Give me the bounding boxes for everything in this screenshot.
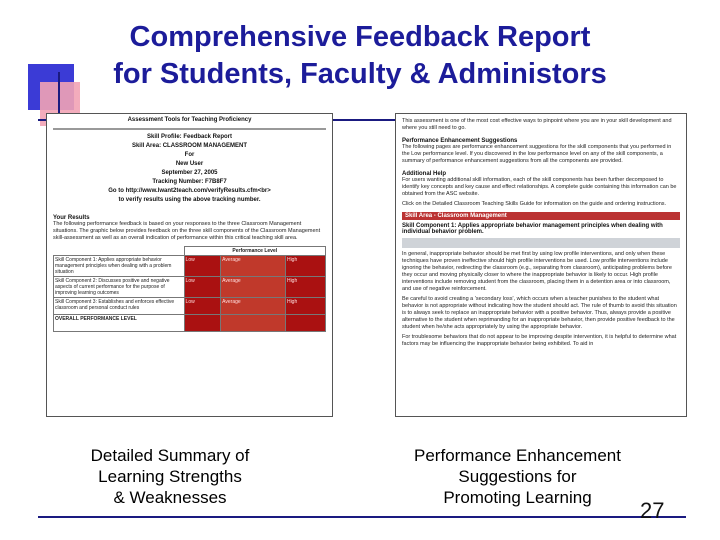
row-label: Skill Component 2: Discusses positive and negative aspects of current performance for the purpose of improving learning outcomes xyxy=(54,277,185,298)
level-average: Average xyxy=(221,256,286,277)
caption-left xyxy=(60,445,280,508)
slide-title-line2: for Students, Faculty & Administors xyxy=(113,58,607,90)
caption-right-line3: Promoting Learning xyxy=(443,488,592,507)
decor-divider-bottom xyxy=(38,516,686,518)
intro-text: This assessment is one of the most cost effective ways to pinpoint where you are in your skill development and where you still need to go. xyxy=(402,118,672,131)
shaded-box xyxy=(402,238,680,248)
paragraph: For troublesome behaviors that do not appear to be improving despite intervention, it is helpful to determine what factors may be influencing the inappropriate behavior being exhibited. To aid in xyxy=(402,334,677,347)
skill-area: Skill Area: CLASSROOM MANAGEMENT xyxy=(131,143,248,149)
section-text: For users wanting additional skill information, each of the skill components has been further decomposed to identify key concepts and key cause and effect relationships. A complete guide containing this information can be obtained from the ASC website. xyxy=(402,177,677,197)
level-low: Low xyxy=(184,298,221,315)
performance-table xyxy=(53,246,326,332)
level-high: High xyxy=(285,256,325,277)
level-high xyxy=(285,315,325,332)
section-text: Click on the Detailed Classroom Teaching Skills Guide for information on the guide and ordering instructions. xyxy=(402,201,667,207)
section-heading: Additional Help xyxy=(402,171,446,177)
row-label: Skill Component 1: Applies appropriate behavior management principles when dealing with a problem situation xyxy=(54,256,185,277)
perf-header: Performance Level xyxy=(184,247,325,256)
divider xyxy=(53,128,326,130)
caption-left-line1: Detailed Summary of xyxy=(90,446,250,465)
results-title: Your Results xyxy=(53,215,90,221)
row-label: Skill Component 3: Establishes and enforces effective classroom and personal conduct rules xyxy=(54,298,185,315)
section-text: The following pages are performance enhancement suggestions for the skill components that you performed in the Low performance level. If you discovered in the low performance level on any of the skill components, a summary of performance enhancement suggestions from all the components are provided. xyxy=(402,144,672,164)
section-heading: Performance Enhancement Suggestions xyxy=(402,138,518,144)
row-label: OVERALL PERFORMANCE LEVEL xyxy=(54,315,185,332)
enhancement-suggestions-thumbnail xyxy=(395,113,687,417)
verify-text: to verify results using the above tracking number. xyxy=(118,197,261,203)
skill-area-bar: Skill Area - Classroom Management xyxy=(402,212,680,220)
slide-number: 27 xyxy=(640,498,665,523)
slide-title-line1: Comprehensive Feedback Report xyxy=(129,21,591,53)
for-label: For xyxy=(184,152,195,158)
level-low: Low xyxy=(184,256,221,277)
paragraph: In general, inappropriate behavior should be met first by using low profile interventions, and only when these techniques have proven ineffective should high profile interventions be used. Low profile interventions include ignoring the behavior, redirecting the classroom (e.g., separating from classroom), anticipating problems before they occur and moving physically closer to where the inappropriate behavior is likely to occur. High profile interventions include removing student from the classroom, placing them in a detention area or into classroom, and use of negative reinforcement. xyxy=(402,251,672,292)
component-heading: Skill Component 1: Applies appropriate behavior management principles when dealing with individual behavior problem. xyxy=(402,223,663,235)
level-average xyxy=(221,315,286,332)
level-high: High xyxy=(285,277,325,298)
profile-title: Skill Profile: Feedback Report xyxy=(146,134,233,140)
table-row xyxy=(54,298,326,315)
goto-text: Go to http://www.lwant2teach.com/verifyResults.cfm<br> xyxy=(108,188,271,194)
user-name: New User xyxy=(175,161,204,167)
paragraph: Be careful to avoid creating a 'secondary loss', which occurs when a teacher punishes to the student what behavior is not appropriate without indicating how the student should act. The rule of thumb to avoid this situation is to always seek to replace an inappropriate behavior with a positive behavior. Thus, always provide a positive alternative to the student when reprimanding for an inappropriate behavior, then provide positive feedback to the student when he/she acts appropriately by using the appropriate behavior. xyxy=(402,296,677,330)
report-header: Assessment Tools for Teaching Proficiency xyxy=(127,117,252,123)
level-average: Average xyxy=(221,298,286,315)
caption-right-line2: Suggestions for xyxy=(458,467,577,486)
feedback-report-thumbnail xyxy=(46,113,333,417)
caption-left-line2: Learning Strengths xyxy=(98,467,242,486)
table-row xyxy=(54,315,326,332)
level-average: Average xyxy=(221,277,286,298)
level-high: High xyxy=(285,298,325,315)
report-date: September 27, 2005 xyxy=(161,170,218,176)
level-low: Low xyxy=(184,277,221,298)
caption-right-line1: Performance Enhancement xyxy=(414,446,621,465)
caption-right xyxy=(405,445,630,508)
tracking-number: Tracking Number: F7B8F7 xyxy=(152,179,227,185)
level-low xyxy=(184,315,221,332)
caption-left-line3: & Weaknesses xyxy=(113,488,227,507)
results-text: The following performance feedback is based on your responses to the three Classroom Management situations. The graphic below provides feedback on the three skill components of the Classroom Management skill-assessment as well as an overall indication of performance within this critical teaching skill area. xyxy=(53,221,321,241)
table-row xyxy=(54,256,326,277)
table-row xyxy=(54,277,326,298)
